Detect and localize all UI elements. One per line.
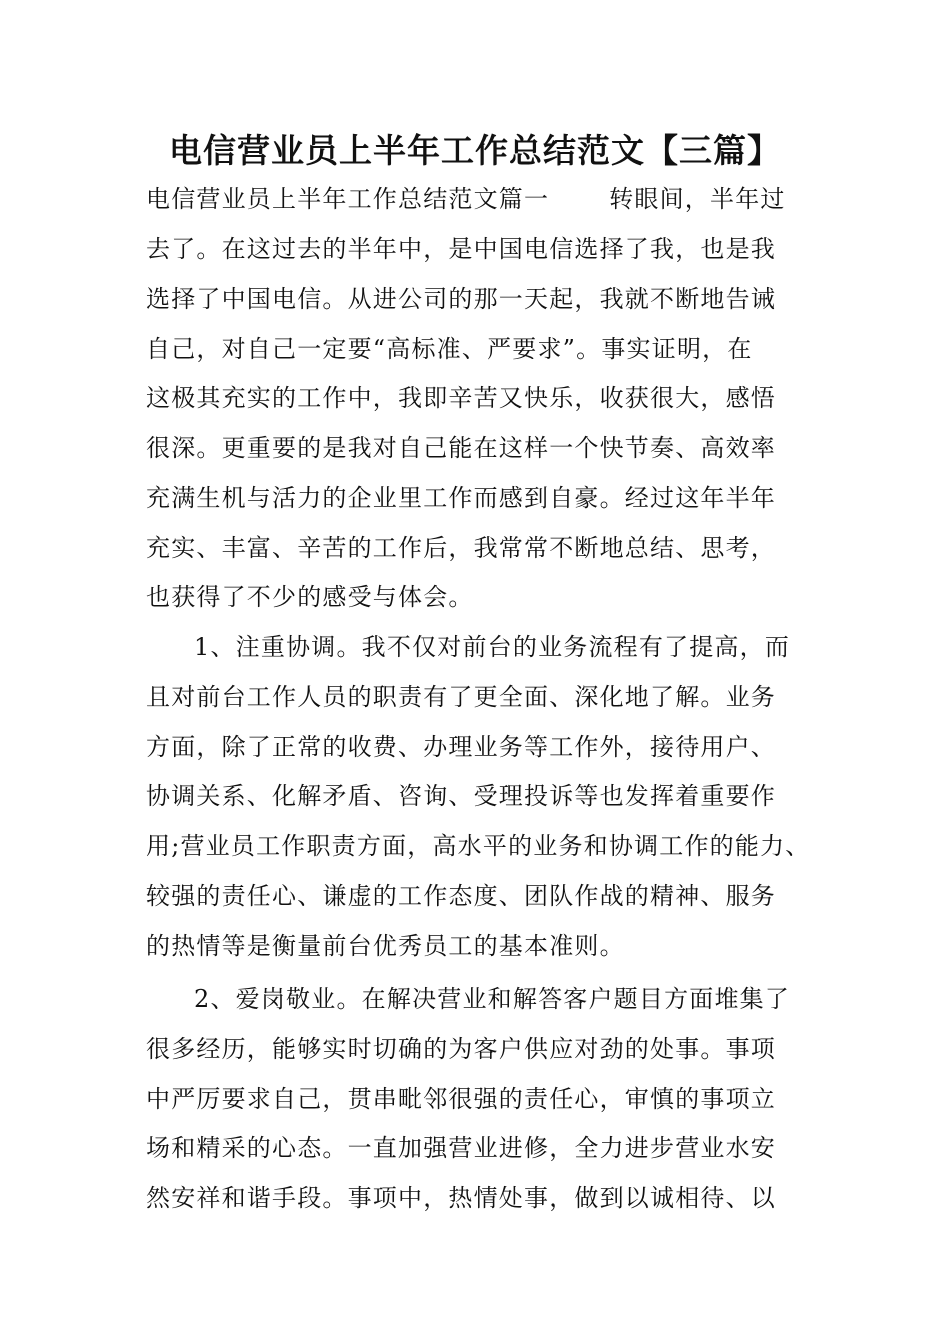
paragraph-line: 选择了中国电信。从进公司的那一天起，我就不断地告诫 <box>146 285 776 313</box>
paragraph-line-indented: 1、注重协调。我不仅对前台的业务流程有了提高，而 <box>194 633 791 661</box>
paragraph-line: 的热情等是衡量前台优秀员工的基本准则。 <box>146 932 625 960</box>
paragraph-line: 较强的责任心、谦虚的工作态度、团队作战的精神、服务 <box>146 882 776 910</box>
paragraph-text: 转眼间，半年过 <box>609 185 786 213</box>
paragraph-line: 中严厉要求自己，贯串毗邻很强的责任心，审慎的事项立 <box>146 1085 776 1113</box>
paragraph-line: 场和精采的心态。一直加强营业进修，全力进步营业水安 <box>146 1134 776 1162</box>
paragraph-line: 自己，对自己一定要“高标准、严要求”。事实证明，在 <box>146 335 753 363</box>
paragraph-line: 很深。更重要的是我对自己能在这样一个快节奏、高效率 <box>146 434 776 462</box>
paragraph-line: 协调关系、化解矛盾、咨询、受理投诉等也发挥着重要作 <box>146 782 776 810</box>
paragraph-line: 充满生机与活力的企业里工作而感到自豪。经过这年半年 <box>146 484 776 512</box>
paragraph-line: 去了。在这过去的半年中，是中国电信选择了我，也是我 <box>146 235 776 263</box>
paragraph-line: 这极其充实的工作中，我即辛苦又快乐，收获很大，感悟 <box>146 384 776 412</box>
document-title: 电信营业员上半年工作总结范文【三篇】 <box>169 131 781 170</box>
paragraph-line: 方面，除了正常的收费、办理业务等工作外，接待用户、 <box>146 733 776 761</box>
paragraph-line: 且对前台工作人员的职责有了更全面、深化地了解。业务 <box>146 683 776 711</box>
paragraph-line: 很多经历，能够实时切确的为客户供应对劲的处事。事项 <box>146 1035 776 1063</box>
paragraph-line: 然安祥和谐手段。事项中，热情处事，做到以诚相待、以 <box>146 1184 776 1212</box>
paragraph-line-first <box>146 182 846 216</box>
paragraph-line: 用;营业员工作职责方面，高水平的业务和协调工作的能力、 <box>146 832 811 860</box>
section-heading: 电信营业员上半年工作总结范文篇一 <box>146 185 550 213</box>
paragraph-line-indented: 2、爱岗敬业。在解决营业和解答客户题目方面堆集了 <box>194 985 791 1013</box>
paragraph-line: 也获得了不少的感受与体会。 <box>146 583 474 611</box>
paragraph-line: 充实、丰富、辛苦的工作后，我常常不断地总结、思考， <box>146 534 776 562</box>
